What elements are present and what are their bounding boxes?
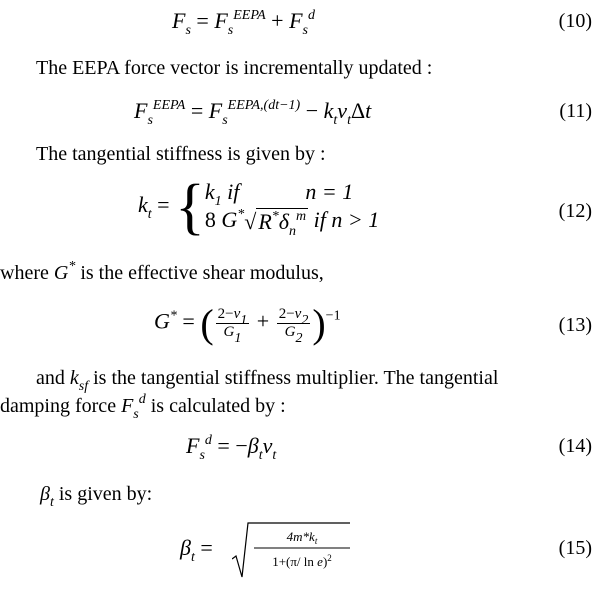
square-root-icon xyxy=(232,521,352,581)
equation-11-formula: $F_s^{EEPA} = F_s^{EEPA,(dt-1)} - k_t\nu_t\Delta t$ xyxy=(134,98,372,128)
case2-condition: if n > 1 xyxy=(313,207,380,232)
paragraph-eepa-update: The EEPA force vector is incrementally updated : xyxy=(36,57,433,79)
paragraph-stiffness-multiplier: and $k_{sf}$ is the tangential stiffness multiplier. The tangential xyxy=(36,367,499,394)
equation-14-formula: $F_s^d = -\beta_t\nu_t$ xyxy=(186,433,277,463)
paragraph-damping-force: damping force $F_s^d$ is calculated by : xyxy=(0,392,286,422)
case1-condition: n = 1 xyxy=(305,179,354,204)
equation-10-number: (10) xyxy=(558,10,592,32)
equation-10-formula: $F_s = F_s^{EEPA} + F_s^d$ xyxy=(172,8,315,38)
equation-13-formula: G* = ( $\frac{2-\nu_1}{G_1}$ + $\frac{2-\nu_2}{G_2}$ )$^{-1}$ xyxy=(154,301,341,346)
equation-13-number: (13) xyxy=(558,314,592,336)
equation-14-number: (14) xyxy=(558,435,592,457)
equation-11-number: (11) xyxy=(559,100,592,122)
equation-12-number: (12) xyxy=(558,200,592,222)
paragraph-shear-modulus: where G* is the effective shear modulus, xyxy=(0,259,324,284)
eq15-denominator: 1+(π/ ln e)$^2$ xyxy=(272,553,332,569)
equation-12-formula: $k_t = \{k_1$ if n = 1 8 $G^*√R^*\delta_n^m$ if n > 1 xyxy=(138,172,380,241)
paragraph-beta: $\beta_t$ is given by: xyxy=(40,483,153,510)
equation-15-number: (15) xyxy=(558,537,592,559)
paragraph-tangential-stiffness: The tangential stiffness is given by : xyxy=(36,143,326,165)
equation-15-lhs: $\beta_t$ = xyxy=(180,535,213,565)
eq15-numerator: $4m*k_t$ xyxy=(286,529,318,546)
